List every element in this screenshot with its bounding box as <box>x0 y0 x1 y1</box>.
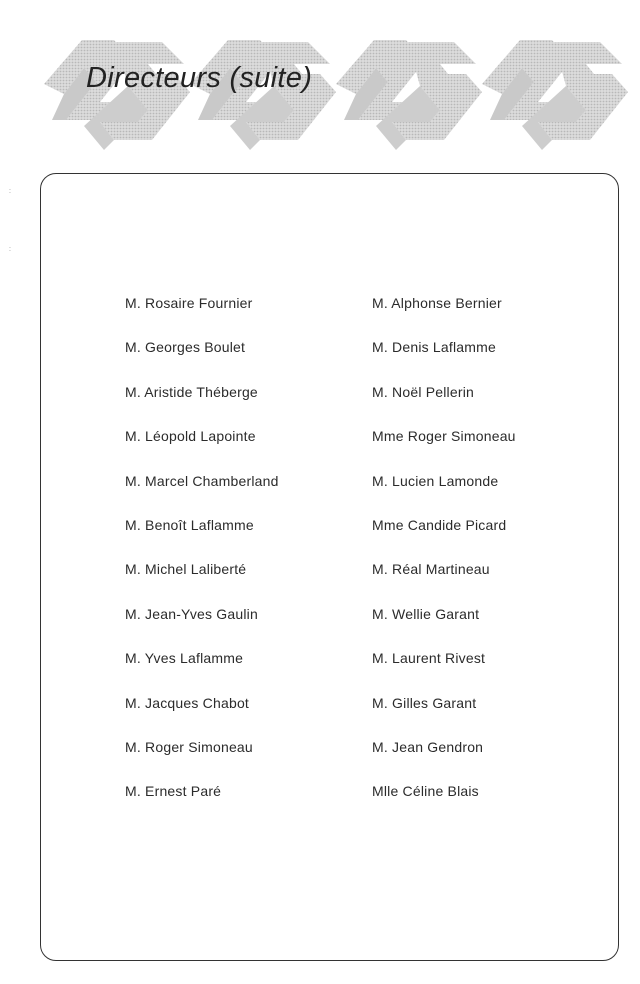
director-name: M. Réal Martineau <box>372 561 490 578</box>
page-title: Directeurs (suite) <box>86 62 313 94</box>
director-name: M. Jean Gendron <box>372 738 484 755</box>
director-name: M. Léopold Lapointe <box>125 428 256 445</box>
director-name: M. Michel Laliberté <box>125 561 247 578</box>
stylized-25-logo-icon <box>336 40 482 150</box>
director-name: M. Jean-Yves Gaulin <box>125 605 258 622</box>
margin-tick-mark: : <box>9 246 11 253</box>
director-name: Mme Candide Picard <box>372 516 507 533</box>
director-name: M. Roger Simoneau <box>125 738 253 755</box>
director-name: M. Georges Boulet <box>125 339 246 356</box>
director-name: M. Denis Laflamme <box>372 339 496 356</box>
director-name: M. Marcel Chamberland <box>125 472 279 489</box>
director-name: M. Lucien Lamonde <box>372 472 499 489</box>
stylized-25-logo-icon <box>482 40 628 150</box>
director-name: M. Alphonse Bernier <box>372 295 502 311</box>
director-name: Mlle Céline Blais <box>372 783 479 800</box>
stylized-25-logo-icon <box>190 40 336 150</box>
director-name: M. Jacques Chabot <box>125 694 250 711</box>
director-name: M. Gilles Garant <box>372 694 477 711</box>
director-name: M. Ernest Paré <box>125 783 222 800</box>
directors-list-left <box>125 295 279 828</box>
margin-tick-mark: : <box>9 188 11 195</box>
director-name: M. Rosaire Fournier <box>125 295 253 311</box>
director-name: M. Aristide Théberge <box>125 383 258 400</box>
director-name: Mme Roger Simoneau <box>372 428 516 445</box>
director-name: M. Yves Laflamme <box>125 650 244 667</box>
director-name: M. Noël Pellerin <box>372 383 475 400</box>
stylized-25-logo-icon <box>44 40 190 150</box>
director-name: M. Laurent Rivest <box>372 650 486 667</box>
header-band <box>0 0 640 170</box>
director-name: M. Wellie Garant <box>372 605 480 622</box>
director-name: M. Benoît Laflamme <box>125 516 254 533</box>
directors-list-right <box>372 295 516 828</box>
